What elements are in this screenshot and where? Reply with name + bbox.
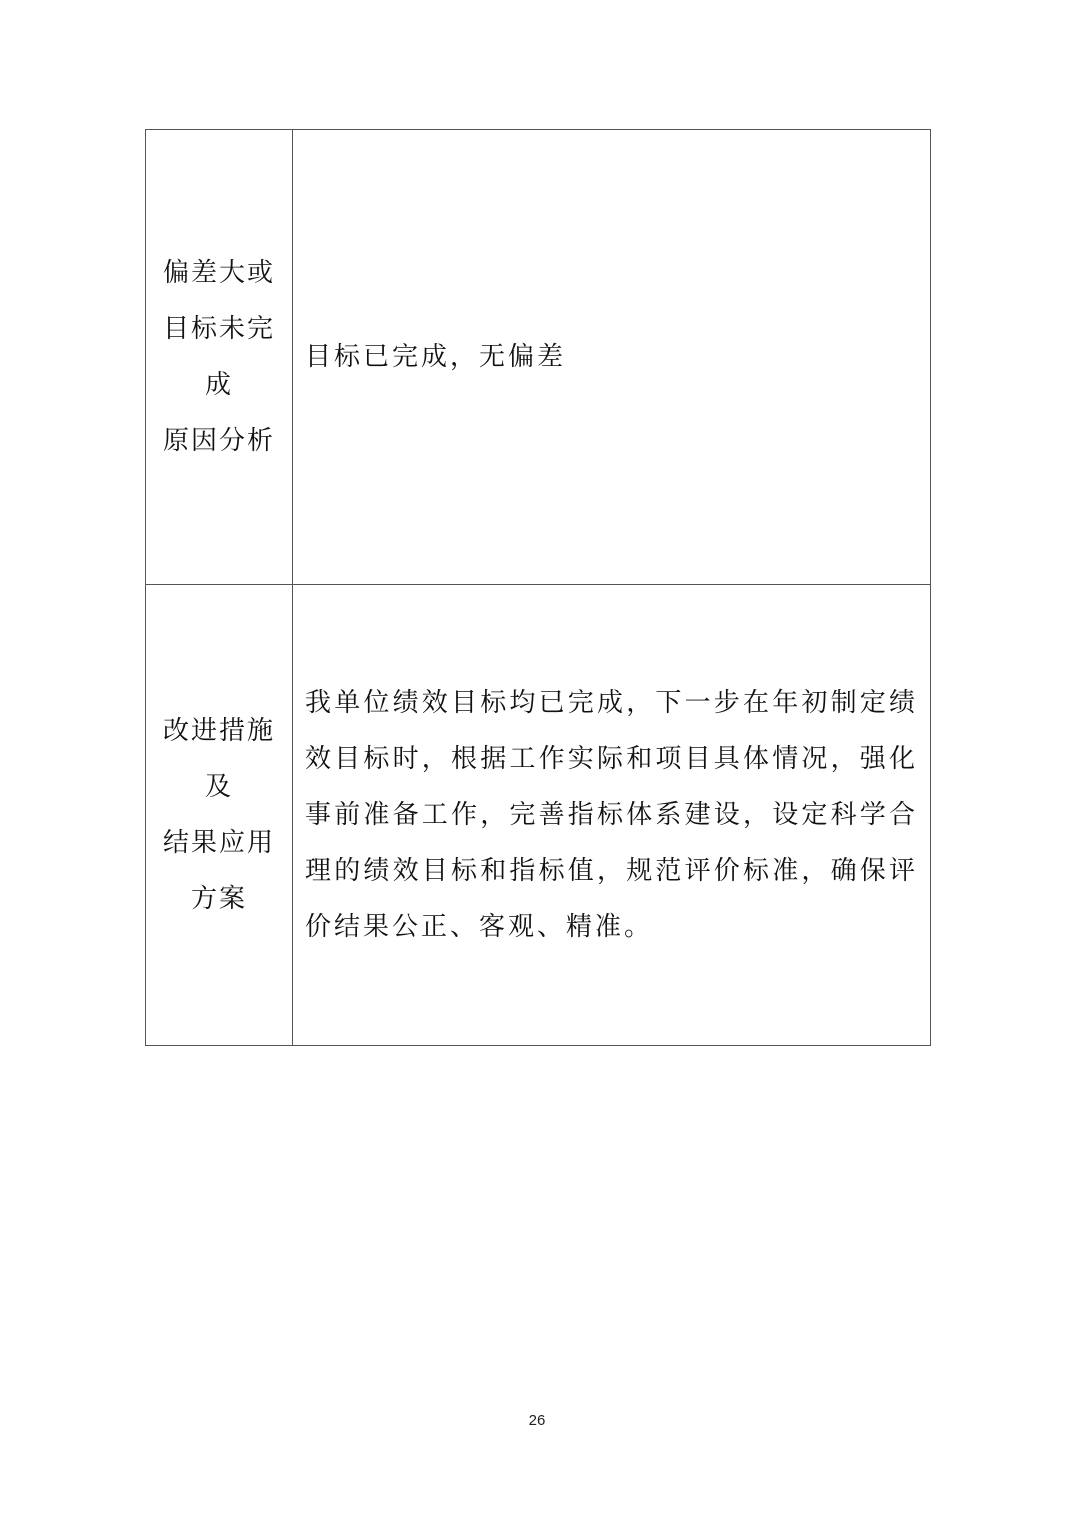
improvement-plan-label-cell xyxy=(146,585,293,1046)
deviation-analysis-label-cell xyxy=(146,130,293,585)
deviation-analysis-text: 目标已完成，无偏差 xyxy=(305,342,567,372)
page-number: 26 xyxy=(528,1412,546,1429)
label-line: 偏差大或 xyxy=(162,258,275,288)
label-line: 目标未完 xyxy=(162,314,275,344)
deviation-analysis-content-cell xyxy=(293,130,931,585)
label-line: 结果应用 xyxy=(162,828,275,858)
table-row xyxy=(146,130,931,585)
label-line: 方案 xyxy=(190,884,247,914)
improvement-plan-content-cell xyxy=(293,585,931,1046)
deviation-analysis-label xyxy=(163,245,275,469)
label-line: 成 xyxy=(204,370,233,400)
performance-table xyxy=(145,129,931,1046)
label-line: 原因分析 xyxy=(162,426,275,456)
improvement-plan-label xyxy=(163,703,275,927)
label-line: 改进措施 xyxy=(162,716,275,746)
improvement-plan-text: 我单位绩效目标均已完成，下一步在年初制定绩效目标时，根据工作实际和项目具体情况，强化事前准备工作，完善指标体系建设，设定科学合理的绩效目标和指标值，规范评价标准，确保评价结果公正、客观、精准。 xyxy=(305,688,918,942)
table-row xyxy=(146,585,931,1046)
label-line: 及 xyxy=(204,772,233,802)
